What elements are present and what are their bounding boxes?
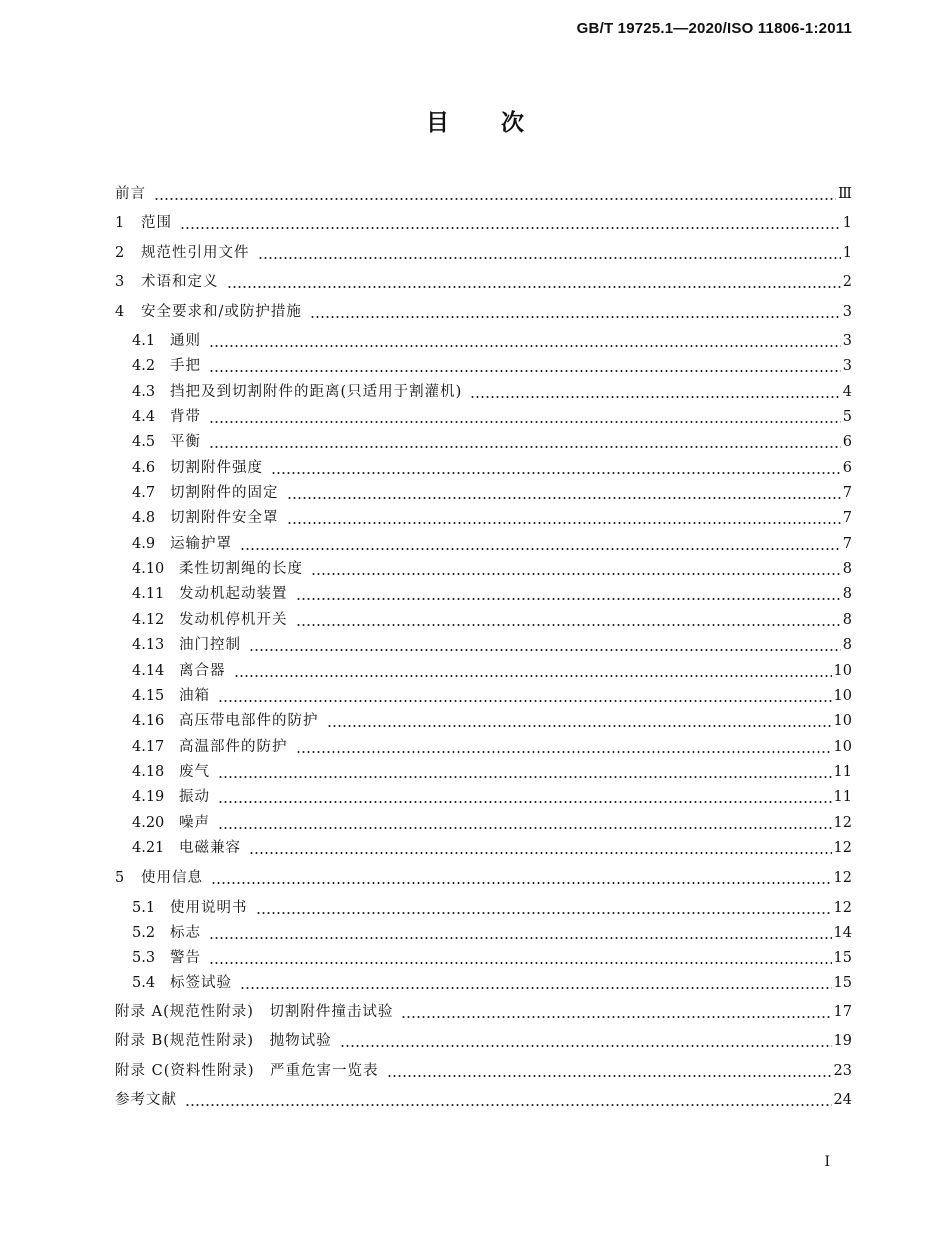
toc-entry-label: 运输护罩 [170, 536, 232, 552]
toc-entry-page: 11 [833, 764, 852, 780]
toc-dot-leader [234, 661, 832, 681]
toc-entry-number: 4.5 [132, 434, 156, 450]
toc-entry[interactable] [132, 923, 852, 943]
toc-entry-label: 废气 [179, 764, 210, 780]
toc-dot-leader [470, 382, 840, 402]
document-code: GB/T 19725.1—2020/ISO 11806-1:2011 [576, 20, 852, 37]
toc-entry-page: 12 [833, 900, 852, 916]
toc-entry[interactable] [132, 686, 852, 706]
toc-entry-number: 4.16 [132, 713, 165, 729]
toc-entry-label: 切割附件强度 [170, 460, 263, 476]
toc-entry-number: 4.8 [132, 510, 156, 526]
toc-entry-number: 4.9 [132, 536, 156, 552]
toc-entry-label: 前言 [115, 186, 146, 202]
toc-entry-label: 高压带电部件的防护 [179, 713, 319, 729]
toc-entry-label: 附录 C(资料性附录) 严重危害一览表 [115, 1063, 379, 1079]
toc-dot-leader [218, 787, 832, 807]
toc-entry[interactable] [115, 1061, 852, 1081]
toc-entry-page: 8 [842, 586, 852, 602]
toc-entry-number: 4.11 [132, 586, 165, 602]
toc-entry-page: 11 [833, 789, 852, 805]
toc-entry-page: 6 [842, 434, 852, 450]
toc-dot-leader [287, 483, 841, 503]
toc-entry-number: 4.4 [132, 409, 156, 425]
toc-entry[interactable] [132, 534, 852, 554]
toc-entry-number: 4.13 [132, 637, 165, 653]
toc-entry[interactable] [115, 1002, 852, 1022]
toc-entry[interactable] [115, 868, 852, 888]
toc-entry-page: Ⅲ [838, 186, 852, 202]
toc-entry-label: 标签试验 [170, 975, 232, 991]
toc-entry[interactable] [132, 787, 852, 807]
toc-entry-page: 3 [842, 358, 852, 374]
toc-entry-label: 高温部件的防护 [179, 739, 288, 755]
toc-entry-number: 5.3 [132, 950, 156, 966]
toc-dot-leader [209, 948, 832, 968]
toc-dot-leader [327, 711, 832, 731]
page-number: I [824, 1154, 830, 1170]
toc-entry-number: 5.1 [132, 900, 156, 916]
toc-entry-page: 12 [833, 815, 852, 831]
toc-dot-leader [249, 838, 832, 858]
toc-entry-page: 24 [833, 1092, 852, 1108]
toc-dot-leader [227, 272, 841, 292]
toc-entry[interactable] [115, 184, 852, 204]
toc-entry[interactable] [132, 483, 852, 503]
toc-entry-page: 1 [842, 245, 852, 261]
toc-dot-leader [256, 898, 832, 918]
toc-entry-page: 23 [833, 1063, 852, 1079]
toc-entry-number: 4.6 [132, 460, 156, 476]
toc-entry[interactable] [115, 302, 852, 322]
toc-entry-label: 使用信息 [141, 870, 203, 886]
toc-entry-label: 附录 B(规范性附录) 抛物试验 [115, 1033, 332, 1049]
toc-entry-number: 4.17 [132, 739, 165, 755]
toc-entry-page: 7 [842, 510, 852, 526]
toc-dot-leader [401, 1002, 831, 1022]
toc-entry-label: 通则 [170, 333, 201, 349]
toc-dot-leader [209, 331, 841, 351]
toc-entry-label: 发动机起动装置 [179, 586, 288, 602]
toc-entry[interactable] [115, 213, 852, 233]
toc-entry-label: 背带 [170, 409, 201, 425]
toc-entry-number: 4.2 [132, 358, 156, 374]
toc-entry-page: 8 [842, 612, 852, 628]
toc-entry[interactable] [132, 973, 852, 993]
toc-dot-leader [240, 534, 841, 554]
toc-entry-label: 油箱 [179, 688, 210, 704]
toc-entry-number: 2 [115, 245, 125, 261]
toc-dot-leader [209, 356, 841, 376]
toc-dot-leader [296, 584, 841, 604]
toc-entry-page: 7 [842, 485, 852, 501]
toc-entry-label: 切割附件的固定 [170, 485, 279, 501]
toc-entry-label: 参考文献 [115, 1092, 177, 1108]
toc-dot-leader [296, 737, 832, 757]
toc-entry-page: 3 [842, 333, 852, 349]
toc-entry-label: 使用说明书 [170, 900, 248, 916]
toc-entry-label: 柔性切割绳的长度 [179, 561, 303, 577]
toc-dot-leader [249, 635, 841, 655]
toc-entry[interactable] [132, 610, 852, 630]
toc-dot-leader [310, 302, 841, 322]
toc-entry-page: 10 [833, 713, 852, 729]
toc-entry-page: 1 [842, 215, 852, 231]
toc-entry-page: 7 [842, 536, 852, 552]
toc-entry-label: 术语和定义 [141, 274, 219, 290]
toc-entry-number: 4.3 [132, 384, 156, 400]
toc-entry-label: 范围 [141, 215, 172, 231]
toc-entry[interactable] [132, 898, 852, 918]
toc-entry-page: 12 [833, 870, 852, 886]
toc-entry-page: 4 [842, 384, 852, 400]
toc-entry-number: 4.7 [132, 485, 156, 501]
toc-entry[interactable] [132, 737, 852, 757]
toc-entry-label: 标志 [170, 925, 201, 941]
toc-entry-number: 5 [115, 870, 125, 886]
toc-entry-number: 5.2 [132, 925, 156, 941]
toc-entry-number: 4.10 [132, 561, 165, 577]
toc-dot-leader [240, 973, 832, 993]
toc-dot-leader [209, 923, 832, 943]
toc-dot-leader [287, 508, 841, 528]
toc-entry-label: 切割附件安全罩 [170, 510, 279, 526]
toc-entry[interactable] [132, 559, 852, 579]
toc-dot-leader [211, 868, 832, 888]
toc-dot-leader [218, 686, 832, 706]
toc-entry-label: 警告 [170, 950, 201, 966]
toc-dot-leader [185, 1090, 832, 1110]
toc-dot-leader [271, 458, 841, 478]
toc-entry[interactable] [132, 635, 852, 655]
toc-entry-number: 4.1 [132, 333, 156, 349]
toc-entry-page: 17 [833, 1004, 852, 1020]
toc-dot-leader [387, 1061, 832, 1081]
toc-entry-label: 电磁兼容 [179, 840, 241, 856]
toc-entry-page: 5 [842, 409, 852, 425]
toc-entry-number: 4.19 [132, 789, 165, 805]
toc-entry-number: 4.21 [132, 840, 165, 856]
toc-entry-number: 3 [115, 274, 125, 290]
toc-entry[interactable] [132, 948, 852, 968]
toc-entry-page: 2 [842, 274, 852, 290]
toc-dot-leader [311, 559, 841, 579]
toc-entry-page: 8 [842, 561, 852, 577]
toc-entry-label: 油门控制 [179, 637, 241, 653]
toc-entry[interactable] [132, 508, 852, 528]
toc-entry-label: 平衡 [170, 434, 201, 450]
toc-entry[interactable] [115, 1090, 852, 1110]
toc-entry[interactable] [132, 584, 852, 604]
toc-entry[interactable] [132, 432, 852, 452]
toc-dot-leader [180, 213, 841, 233]
toc-entry-page: 15 [833, 950, 852, 966]
toc-entry-page: 12 [833, 840, 852, 856]
toc-entry-page: 10 [833, 688, 852, 704]
toc-entry[interactable] [132, 711, 852, 731]
toc-entry-page: 6 [842, 460, 852, 476]
toc-entry-number: 4.12 [132, 612, 165, 628]
toc-entry-label: 噪声 [179, 815, 210, 831]
toc-entry[interactable] [115, 272, 852, 292]
toc-entry-page: 8 [842, 637, 852, 653]
toc-entry-label: 安全要求和/或防护措施 [141, 304, 302, 320]
toc-entry-label: 手把 [170, 358, 201, 374]
toc-entry-number: 1 [115, 215, 125, 231]
toc-dot-leader [218, 762, 832, 782]
toc-entry[interactable] [132, 407, 852, 427]
toc-entry[interactable] [132, 356, 852, 376]
toc-entry-page: 15 [833, 975, 852, 991]
toc-dot-leader [209, 407, 841, 427]
toc-entry-page: 19 [833, 1033, 852, 1049]
toc-entry-label: 离合器 [179, 663, 226, 679]
toc-entry-number: 4 [115, 304, 125, 320]
toc-dot-leader [209, 432, 841, 452]
toc-dot-leader [154, 184, 836, 204]
toc-dot-leader [296, 610, 841, 630]
toc-entry[interactable] [132, 813, 852, 833]
toc-entry[interactable] [115, 1031, 852, 1051]
toc-entry[interactable] [132, 458, 852, 478]
toc-entry-label: 附录 A(规范性附录) 切割附件撞击试验 [115, 1004, 394, 1020]
toc-entry-number: 4.18 [132, 764, 165, 780]
toc-entry[interactable] [132, 331, 852, 351]
toc-entry[interactable] [132, 838, 852, 858]
toc-entry-page: 10 [833, 739, 852, 755]
toc-entry-label: 发动机停机开关 [179, 612, 288, 628]
page-title: 目次 [426, 109, 576, 136]
toc-entry[interactable] [132, 382, 852, 402]
toc-entry-page: 10 [833, 663, 852, 679]
toc-dot-leader [340, 1031, 832, 1051]
toc-entry[interactable] [132, 661, 852, 681]
toc-entry-number: 4.14 [132, 663, 165, 679]
toc-entry-label: 挡把及到切割附件的距离(只适用于割灌机) [170, 384, 463, 400]
toc-entry-label: 规范性引用文件 [141, 245, 250, 261]
toc-entry-page: 14 [833, 925, 852, 941]
toc-dot-leader [258, 243, 841, 263]
toc-entry-number: 5.4 [132, 975, 156, 991]
toc-entry-page: 3 [842, 304, 852, 320]
toc-entry[interactable] [115, 243, 852, 263]
toc-entry-label: 振动 [179, 789, 210, 805]
toc-dot-leader [218, 813, 832, 833]
toc-entry-number: 4.20 [132, 815, 165, 831]
toc-entry-number: 4.15 [132, 688, 165, 704]
toc-entry[interactable] [132, 762, 852, 782]
